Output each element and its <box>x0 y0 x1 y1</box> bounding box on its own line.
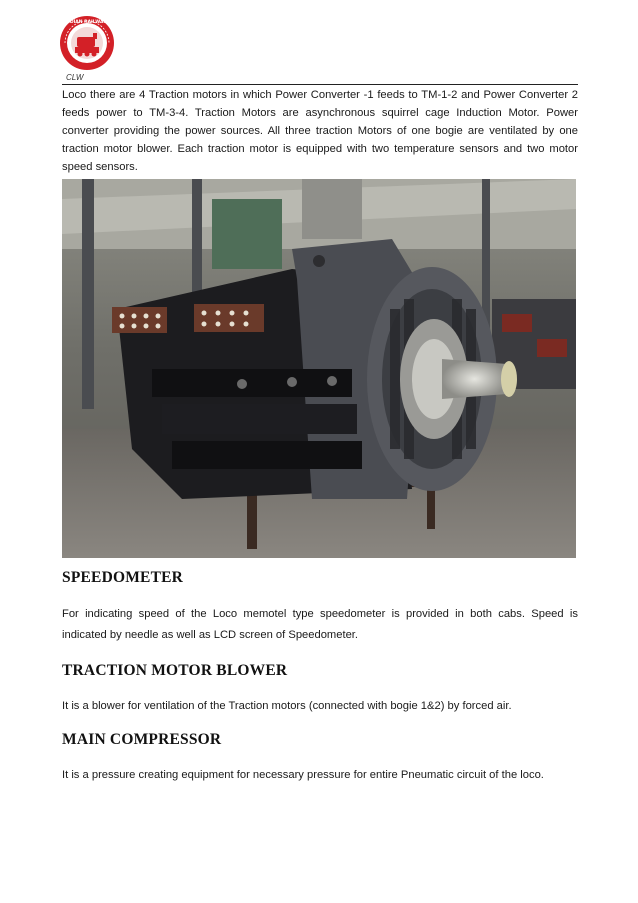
section-title-speedometer: SPEEDOMETER <box>62 569 184 586</box>
section-title-main-compressor: MAIN COMPRESSOR <box>62 731 222 748</box>
section-body-speedometer: For indicating speed of the Loco memotel type speedometer is provided in both cabs. Speed is indicated by needle as well as LCD screen of Speedometer. <box>62 608 578 641</box>
section-body-traction-motor-blower: It is a blower for ventilation of the Traction motors (connected with bogie 1&2) by forced air. <box>62 700 512 712</box>
traction-motor-photo <box>62 179 576 558</box>
logo-caption: CLW <box>66 73 84 82</box>
indian-railways-logo <box>55 13 119 73</box>
section-title-traction-motor-blower: TRACTION MOTOR BLOWER <box>62 662 288 679</box>
section-body-main-compressor: It is a pressure creating equipment for necessary pressure for entire Pneumatic circuit of the loco. <box>62 769 544 781</box>
logo-lettering: INDIAN RAILWAYS <box>64 20 110 25</box>
header-divider <box>62 84 578 85</box>
intro-paragraph: Loco there are 4 Traction motors in which Power Converter -1 feeds to TM-1-2 and Power Converter 2 feeds power to TM-3-4. Traction Motors are asynchronous squirrel cage Induction Motor. Power converter providing the power sources. All three traction Motors of one bogie are ventilated by one traction motor blower. Each traction motor is equipped with two temperature sensors and two motor speed sensors. <box>62 89 578 173</box>
